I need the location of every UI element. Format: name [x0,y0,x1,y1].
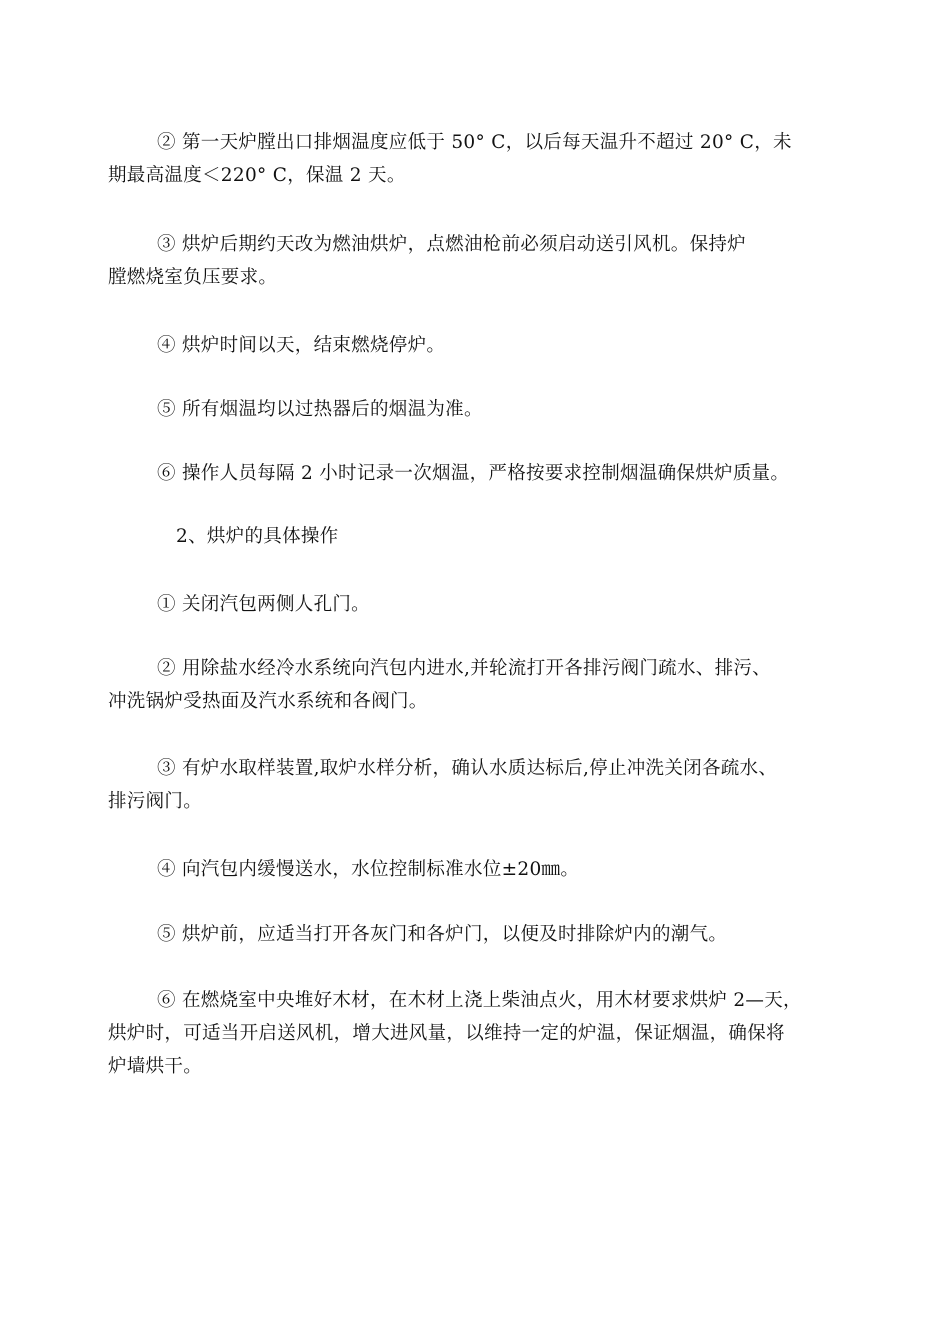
paragraph-line: ③ 烘炉后期约天改为燃油烘炉，点燃油枪前必须启动送引风机。保持炉 [157,234,746,255]
paragraph-line: ① 关闭汽包两侧人孔门。 [157,594,370,615]
paragraph-line: ⑤ 烘炉前，应适当打开各灰门和各炉门，以便及时排除炉内的潮气。 [157,924,728,945]
paragraph-line: ⑤ 所有烟温均以过热器后的烟温为准。 [157,399,483,420]
section-heading-text: 2、烘炉的具体操作 [176,526,339,547]
paragraph-line: 炉墙烘干。 [108,1056,203,1077]
paragraph-line: ② 第一天炉膛出口排烟温度应低于 50° C，以后每天温升不超过 20° C，未 [157,132,792,153]
paragraph-op-2-flushing [108,652,844,718]
paragraph-op-5-doors [108,918,844,951]
paragraph-line: 膛燃烧室负压要求。 [108,267,278,288]
paragraph-op-6-wood-firing [108,984,844,1083]
paragraph-line: ④ 向汽包内缓慢送水，水位控制标准水位±20㎜。 [157,859,580,880]
paragraph-step-5-reference [108,393,844,426]
paragraph-line: 冲洗锅炉受热面及汽水系统和各阀门。 [108,691,428,712]
paragraph-step-2-temperature [108,126,844,192]
paragraph-step-3-oil-firing [108,228,844,294]
paragraph-line: ③ 有炉水取样装置,取炉水样分析，确认水质达标后,停止冲洗关闭各疏水、 [157,758,778,779]
paragraph-line: 烘炉时，可适当开启送风机，增大进风量，以维持一定的炉温，保证烟温，确保将 [108,1023,785,1044]
paragraph-line: 期最高温度＜220° C，保温 2 天。 [108,165,406,186]
paragraph-line: ④ 烘炉时间以天，结束燃烧停炉。 [157,335,446,356]
paragraph-line: ② 用除盐水经冷水系统向汽包内进水,并轮流打开各排污阀门疏水、排污、 [157,658,771,679]
section-heading [108,520,844,553]
paragraph-line: 排污阀门。 [108,791,203,812]
paragraph-step-6-recording [108,457,844,490]
paragraph-line: ⑥ 在燃烧室中央堆好木材，在木材上浇上柴油点火，用木材要求烘炉 2—天， [157,990,802,1011]
paragraph-line: ⑥ 操作人员每隔 2 小时记录一次烟温，严格按要求控制烟温确保烘炉质量。 [157,463,790,484]
paragraph-op-1-manhole [108,588,844,621]
paragraph-step-4-duration [108,329,844,362]
paragraph-op-4-water-level [108,853,844,886]
paragraph-op-3-sampling [108,752,844,818]
